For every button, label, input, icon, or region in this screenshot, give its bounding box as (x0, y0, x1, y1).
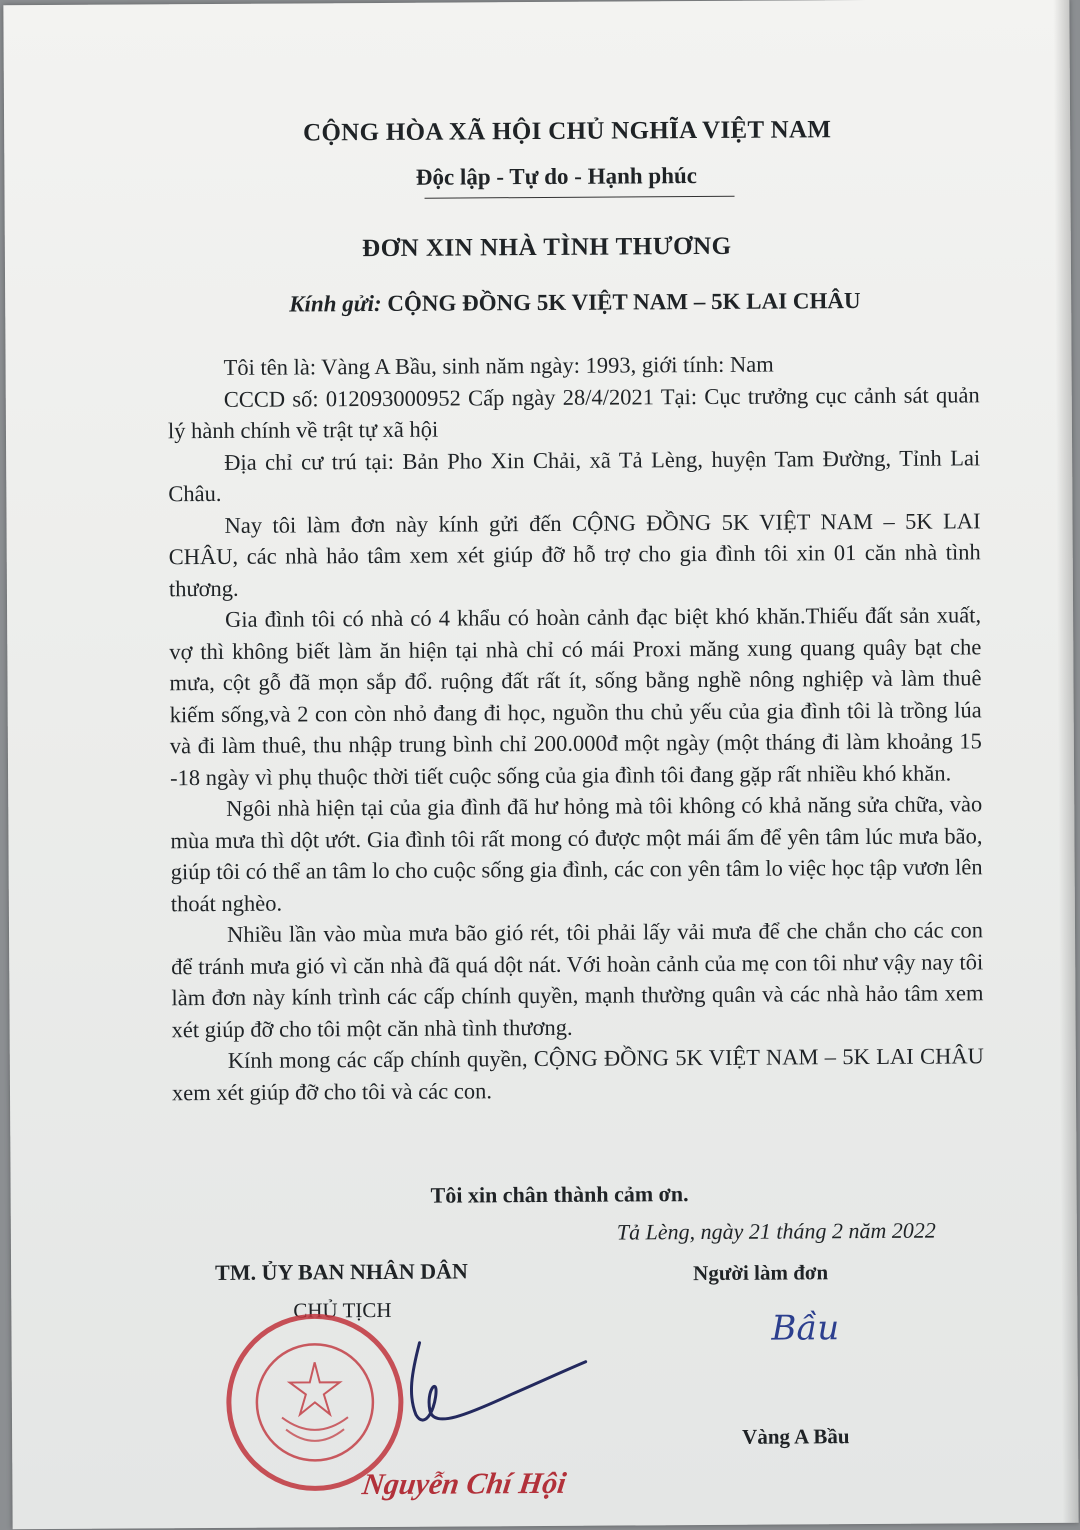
chairman-label: CHỦ TỊCH (293, 1297, 392, 1323)
closing-thanks: Tôi xin chân thành cảm ơn. (430, 1181, 689, 1208)
paragraph-address: Địa chỉ cư trú tại: Bản Pho Xin Chải, xã Tả Lèng, huyện Tam Đường, Tỉnh Lai Châu. (168, 444, 981, 507)
applicant-name: Vàng A Bầu (742, 1424, 850, 1449)
paragraph-request: Nay tôi làm đơn này kính gửi đến CỘNG ĐỒNG 5K VIỆT NAM – 5K LAI CHÂU, các nhà hảo tâm xem xét giúp đỡ hỗ trợ cho gia đình tôi xin 01 căn nhà tình thương. (168, 507, 981, 601)
paragraph-id-card: CCCD số: 012093000952 Cấp ngày 28/4/2021 Tại: Cục trưởng cục cảnh sát quản lý hành chính về trật tự xã hội (167, 381, 980, 444)
paragraph-circumstances: Gia đình tôi có nhà có 4 khẩu có hoàn cảnh đạc biệt khó khăn.Thiếu đất sản xuất, vợ thì không biết làm ăn hiện tại nhà chỉ có mái Proxi măng xung quang quây bạt che mưa, cột gỗ đã mọn sắp đổ. ruộng đất rất ít, sống bằng nghề nông nghiệp và làm thuê kiếm sống,và 2 con còn nhỏ đang đi học, nguồn thu chủ yếu của gia đình tôi là trồng lúa và đi làm thuê, thu nhập trung bình chỉ 200.000đ một ngày (một tháng đi làm khoảng 15 -18 ngày vì phụ thuộc thời tiết cuộc sống của gia đình tôi đang gặp rất nhiều khó khăn. (169, 602, 982, 790)
page-edge-shadow (1053, 0, 1078, 1523)
recipient-label: Kính gửi: (289, 290, 382, 317)
committee-label: TM. ỦY BAN NHÂN DÂN (215, 1258, 468, 1285)
chairman-name-handwritten: Nguyễn Chí Hội (360, 1466, 569, 1502)
paragraph-identity: Tôi tên là: Vàng A Bầu, sinh năm ngày: 1993, giới tính: Nam (223, 351, 774, 380)
applicant-label: Người làm đơn (693, 1260, 829, 1286)
national-title: CỘNG HÒA XÃ HỘI CHỦ NGHĨA VIỆT NAM (303, 116, 832, 147)
motto-underline (425, 196, 735, 199)
document-page (3, 0, 1078, 1529)
recipient-line (289, 288, 861, 317)
applicant-signature: Bầu (771, 1308, 840, 1349)
paragraph-hardship: Nhiều lần vào mùa mưa bão gió rét, tôi phải lấy vải mưa để che chắn cho các con để tránh mưa gió vì căn nhà đã quá dột nát. Với hoàn cảnh của mẹ con tôi như vậy nay tôi làm đơn này kính trình các cấp chính quyền, mạnh thường quân và các nhà hảo tâm xem xét giúp đỡ cho tôi một căn nhà tình thương. (171, 917, 984, 1042)
paragraph-house-condition: Ngôi nhà hiện tại của gia đình đã hư hỏng mà tôi không có khả năng sửa chữa, vào mùa mưa thì dột ướt. Gia đình tôi rất mong có được một mái ấm để yên tâm lúc mưa bão, giúp tôi có thể an tâm lo cho cuộc sống gia đình, các con yên tâm lo việc học tập vươn lên thoát nghèo. (170, 791, 983, 916)
document-body (167, 347, 984, 1108)
paragraph-appeal: Kính mong các cấp chính quyền, CỘNG ĐỒNG 5K VIỆT NAM – 5K LAI CHÂU xem xét giúp đỡ cho tôi và các con. (171, 1043, 984, 1105)
chairman-signature-scrawl (371, 1332, 612, 1453)
date-line: Tả Lèng, ngày 21 tháng 2 năm 2022 (616, 1217, 936, 1245)
document-title: ĐƠN XIN NHÀ TÌNH THƯƠNG (362, 232, 732, 263)
national-motto: Độc lập - Tự do - Hạnh phúc (415, 163, 698, 190)
recipient-name: CỘNG ĐỒNG 5K VIỆT NAM – 5K LAI CHÂU (381, 288, 861, 316)
